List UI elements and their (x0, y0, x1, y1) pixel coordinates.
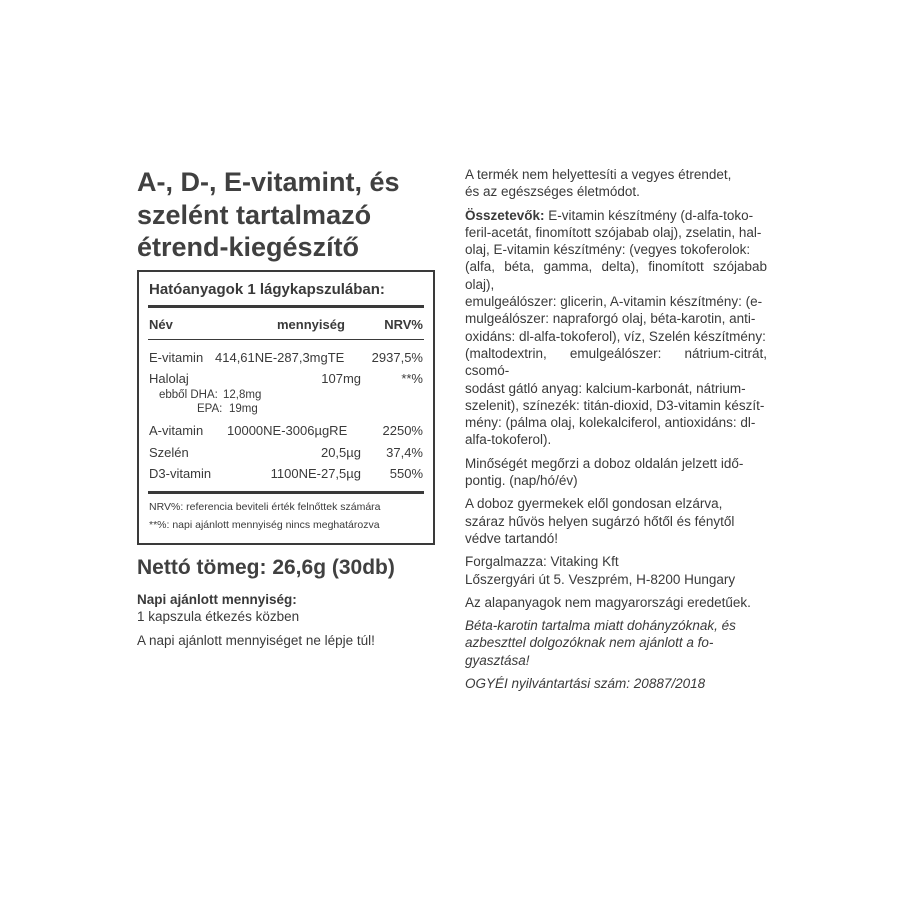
registration-number: OGYÉI nyilvántartási szám: 20887/2018 (465, 676, 706, 692)
sub-row-label: ebből DHA: (159, 389, 218, 401)
row-amount: 10000NE-3006µgRE (227, 423, 348, 438)
row-amount: 20,5µg (320, 445, 361, 460)
active-ingredients-table (137, 270, 435, 545)
row-nrv: 550% (389, 466, 423, 481)
row-nrv: 2937,5% (371, 350, 423, 365)
divider (148, 305, 424, 308)
title-line: étrend-kiegészítő (137, 232, 360, 262)
title-line: A-, D-, E-vitamint, és (137, 167, 400, 197)
beta-carotene-warning: Béta-karotin tartalma miatt dohányzóknak, és azbeszttel dolgozóknak nem ajánlott a fo- gyasztása! (465, 618, 736, 668)
net-weight: Nettó tömeg: 26,6g (30db) (137, 556, 395, 579)
sub-row-label: EPA: (197, 403, 223, 415)
page-title (137, 166, 447, 264)
row-name: Halolaj (149, 371, 189, 386)
ingredients: Összetevők: E-vitamin készítmény (d-alfa-toko- feril-acetát, finomított szójabab olaj), zselatin, hal- olaj, E-vitamin készítmény: (vegyes tokoferolok: (alfa, béta, gamma, delta), finomított szójabab olaj), emulgeálószer: glicerin, A-vitamin készítmény: (e- mulgeálószer: napraforgó olaj, béta-karotin, anti- oxidáns: dl-alfa-tokoferol), víz, Szelén készítmény: (maltodextrin, emulgeálószer: nátrium-citrát, csomó- sodást gátló anyag: kalcium-karbonát, nátrium- szelenit), színezék: titán-dioxid, D3-vitamin készít- mény: (pálma olaj, kolekalciferol, antioxidáns: dl- alfa-tokoferol). (465, 207, 767, 448)
column-header-name: Név (149, 317, 173, 332)
sub-row-amount: 12,8mg (223, 389, 262, 401)
daily-dose-value: 1 kapszula étkezés közben (137, 609, 300, 624)
row-nrv: 2250% (382, 423, 423, 438)
row-amount: 1100NE-27,5µg (270, 466, 361, 481)
title-line: szelént tartalmazó (137, 199, 372, 230)
daily-dose-label: Napi ajánlott mennyiség: (137, 592, 297, 607)
daily-dose-warning: A napi ajánlott mennyiséget ne lépje túl! (137, 633, 375, 648)
origin-note: Az alapanyagok nem magyarországi eredetűek. (465, 594, 751, 610)
distributor: Forgalmazza: Vitaking Kft Lőszergyári út 5. Veszprém, H-8200 Hungary (465, 554, 736, 587)
right-column (465, 166, 767, 698)
storage-instructions: A doboz gyermekek elől gondosan elzárva, száraz hűvös helyen sugárzó hőtől és fénytől védve tartandó! (465, 496, 735, 546)
ingredients-label: Összetevők: (465, 207, 545, 223)
row-amount: 414,61NE-287,3mgTE (215, 350, 345, 365)
row-name: A-vitamin (149, 423, 204, 438)
divider (148, 339, 424, 340)
row-name: D3-vitamin (149, 466, 212, 481)
divider (148, 491, 424, 494)
sub-row-amount: 19mg (229, 403, 258, 415)
row-name: E-vitamin (149, 350, 204, 365)
footnote: **%: napi ajánlott mennyiség nincs meghatározva (149, 519, 380, 531)
table-heading: Hatóanyagok 1 lágykapszulában: (149, 281, 385, 298)
footnote: NRV%: referencia beviteli érték felnőttek számára (149, 501, 381, 513)
column-header-amount: mennyiség (277, 317, 345, 332)
row-amount: 107mg (321, 371, 361, 386)
row-nrv: 37,4% (386, 445, 423, 460)
row-name: Szelén (149, 445, 189, 460)
disclaimer: A termék nem helyettesíti a vegyes étrendet, és az egészséges életmódot. (465, 167, 732, 200)
best-before: Minőségét megőrzi a doboz oldalán jelzett idő- pontig. (nap/hó/év) (465, 455, 744, 489)
row-nrv: **% (401, 371, 423, 386)
column-header-nrv: NRV% (384, 317, 423, 332)
